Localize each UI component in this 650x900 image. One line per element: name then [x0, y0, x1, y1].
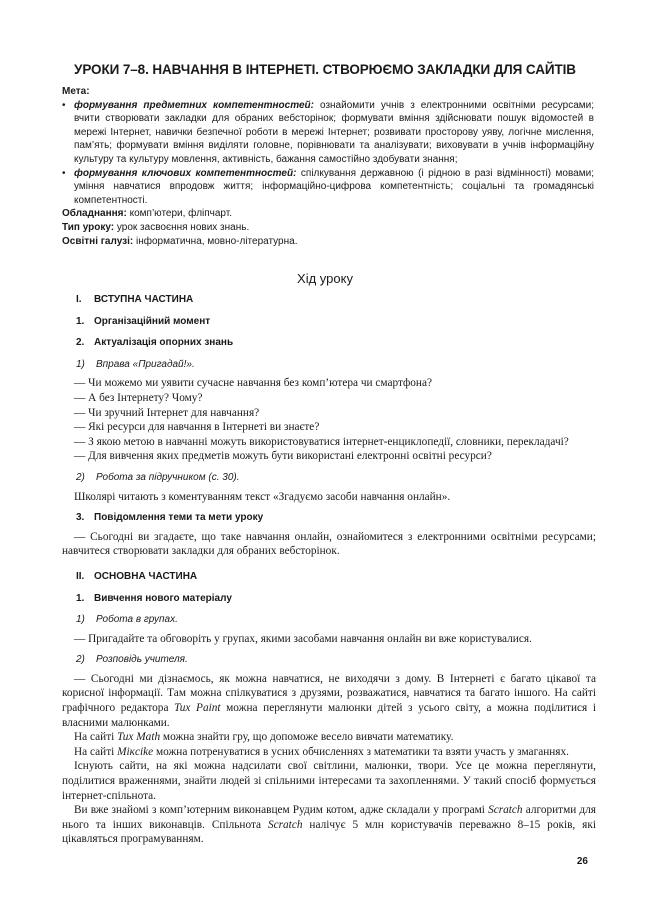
- teacher-paragraph: Існують сайти, на які можна надсилати свої світлини, малюнки, твори. Усе це можна переглянути, поділитися враженнями, знайти людей зі спільними інтересами та захопленнями. У такий спосіб формується інтернет-спільнота.: [62, 760, 596, 802]
- goal-text: спілкування державною (і рідною в разі відмінності) мовами; уміння навчатися впродовж життя; інформаційно-цифрова компетентність; соціальні та громадянські компетентності.: [74, 167, 594, 206]
- teacher-paragraph: [62, 672, 596, 730]
- goal-lead: формування ключових компетентностей:: [74, 167, 297, 179]
- equipment-value: комп’ютери, фліпчарт.: [126, 208, 233, 220]
- paragraph-text: алгоритми для нього та інших виконавців. Спільнота: [62, 804, 597, 831]
- question-line: — Чи зручний Інтернет для навчання?: [74, 406, 260, 419]
- goal-list: [62, 99, 594, 208]
- lesson-objectives: [62, 85, 594, 248]
- fields-label: Освітні галузі:: [62, 235, 134, 247]
- exercise-number: 2): [76, 654, 85, 666]
- subsection-number: 1.: [76, 592, 85, 604]
- exercise-title: Вправа «Пригадай!».: [96, 358, 195, 370]
- question-line: — Які ресурси для навчання в Інтернеті ви знаєте?: [74, 421, 320, 434]
- exercise-number: 1): [76, 358, 85, 370]
- paragraph-text: можна переглянути малюнки дітей з усього світу, а можна поділитися і власними малюнками.: [62, 702, 596, 729]
- paragraph-text: На сайті: [74, 745, 118, 758]
- app-name: Mікcike: [117, 745, 154, 758]
- question-line: — А без Інтернету? Чому?: [74, 391, 203, 404]
- subsection-title: Актуалізація опорних знань: [94, 337, 234, 349]
- fields-line: [62, 235, 594, 249]
- subsection-number: 3.: [76, 512, 85, 524]
- question-line: — З якою метою в навчанні можуть використовуватися інтернет-енциклопедії, словники, перекладачі?: [74, 435, 569, 448]
- lesson-body: [62, 293, 596, 847]
- exercise-groups: [62, 613, 596, 628]
- subsection-title: Вивчення нового матеріалу: [94, 592, 232, 604]
- paragraph-text: На сайті: [74, 731, 118, 744]
- goal-item-subject: [62, 99, 594, 167]
- exercise-title: Розповідь учителя.: [96, 654, 188, 666]
- exercise-title: Робота в групах.: [96, 614, 178, 626]
- lesson-progress-heading: Хід уроку: [297, 271, 353, 286]
- bullet-icon: •: [62, 99, 66, 111]
- equipment-line: [62, 207, 594, 221]
- exercise-text: — Пригадайте та обговоріть у групах, якими засобами навчання онлайн ви вже користувалися.: [74, 632, 532, 645]
- exercise-text: Школярі читають з коментуванням текст «Згадуємо засоби навчання онлайн».: [74, 490, 451, 503]
- subsection-new-material: [62, 592, 596, 607]
- subsection-title: Повідомлення теми та мети уроку: [94, 512, 264, 524]
- goal-lead: формування предметних компетентностей:: [74, 99, 314, 111]
- paragraph-text: — Сьогодні ми дізнаємось, як можна навчатися, не виходячи з дому. В Інтернеті є багато цікавої та корисної інформації. Там можна спілкуватися з друзями, розважатися, навчатися та багато іншого. На сайті графічного редактора: [62, 672, 596, 715]
- exercise-remember: [62, 358, 596, 373]
- app-name: Scratch: [488, 804, 523, 817]
- section-title: ОСНОВНА ЧАСТИНА: [94, 570, 198, 582]
- app-name: Tux Paint: [174, 702, 221, 715]
- paragraph-text: Ви вже знайомі з комп’ютерним виконавцем Рудим котом, адже складали у програмі: [74, 804, 489, 817]
- teacher-paragraph: [62, 803, 596, 847]
- paragraph-text: можна потренуватися в усних обчисленнях з математики та взяти участь у змаганнях.: [153, 745, 569, 758]
- page-number: 26: [576, 856, 588, 867]
- exercise-number: 2): [76, 471, 85, 483]
- equipment-label: Обладнання:: [62, 208, 127, 220]
- topic-text: — Сьогодні ви згадаєте, що таке навчання онлайн, ознайомитеся з електронними освітніми ресурсами; навчитеся створювати закладки для обраних вебсторінок.: [62, 530, 596, 558]
- lesson-type-line: [62, 221, 594, 235]
- teacher-paragraph: [62, 730, 596, 745]
- paragraph-text: можна знайти гру, що допоможе весело вивчати математику.: [160, 731, 454, 744]
- exercise-textbook: [62, 471, 596, 486]
- goal-item-key: [62, 167, 594, 208]
- app-name: Tux Math: [117, 731, 161, 744]
- fields-value: інформатична, мовно-літературна.: [133, 235, 298, 247]
- subsection-number: 1.: [76, 315, 85, 327]
- subsection-number: 2.: [76, 337, 85, 349]
- lesson-type-label: Тип уроку:: [62, 221, 115, 233]
- exercise-number: 1): [76, 614, 85, 626]
- goal-label: Мета:: [62, 86, 90, 97]
- exercise-teacher-story: [62, 653, 596, 668]
- section-number: I.: [76, 294, 82, 305]
- app-name: Scratch: [267, 818, 303, 831]
- subsection-organizational: [62, 315, 596, 330]
- exercise-title: Робота за підручником (с. 30).: [96, 471, 240, 483]
- goal-text: ознайомити учнів з електронними освітніми ресурсами; вчити створювати закладки для обраних вебсторінок; формувати вміння здійснювати пошук відомостей в мережі Інтернет, навички безпечної роботи в мережі Інтернет; розвивати просторову уяву, логічне мислення, пам’ять; формувати вміння виділяти головне, порівнювати та аналізувати; виховувати в учнів інформаційну культуру та культуру мовлення, активність, бажання самостійно здобувати знання;: [74, 99, 595, 165]
- subsection-topic: [62, 511, 596, 526]
- bullet-icon: •: [62, 167, 66, 179]
- lesson-type-value: урок засвоєння нових знань.: [114, 221, 250, 233]
- section-main: [62, 570, 596, 585]
- question-line: — Чи можемо ми уявити сучасне навчання без комп’ютера чи смартфона?: [74, 377, 432, 390]
- lesson-title: УРОКИ 7–8. НАВЧАННЯ В ІНТЕРНЕТІ. СТВОРЮЄМО ЗАКЛАДКИ ДЛЯ САЙТІВ: [74, 62, 576, 77]
- teacher-paragraph: [62, 745, 596, 760]
- section-title: ВСТУПНА ЧАСТИНА: [94, 294, 194, 305]
- subsection-title: Організаційний момент: [94, 315, 211, 327]
- paragraph-text: налічує 5 млн користувачів переважно 8–15 років, які цікавляться програмуванням.: [62, 818, 596, 846]
- section-intro: [62, 293, 596, 308]
- question-line: — Для вивчення яких предметів можуть бути використані електронні освітні ресурси?: [74, 450, 492, 463]
- subsection-actualization: [62, 336, 596, 351]
- section-number: II.: [76, 570, 85, 582]
